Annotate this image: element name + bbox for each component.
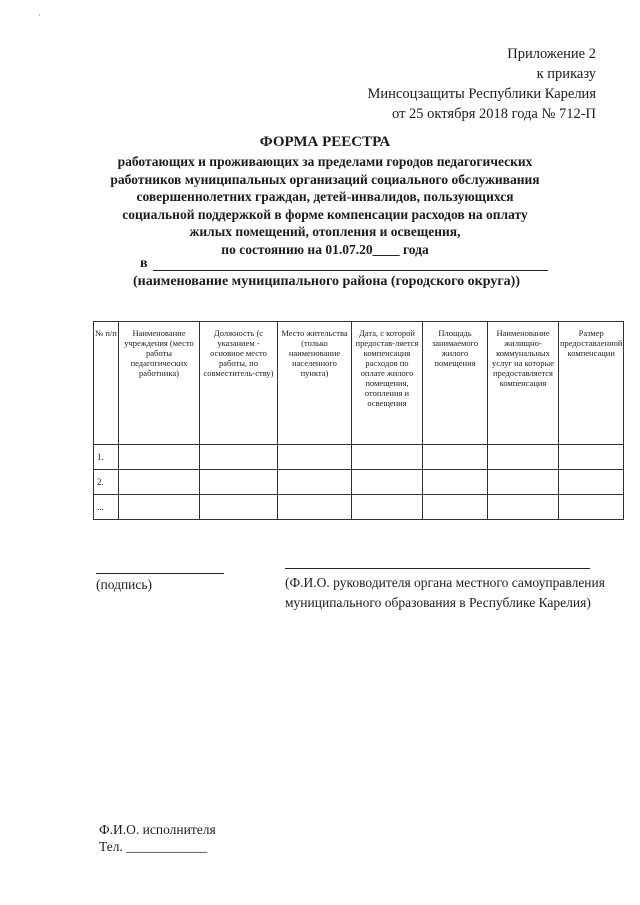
appendix-line-1: Приложение 2 — [507, 46, 596, 62]
table-cell — [119, 495, 200, 520]
table-row — [94, 470, 624, 495]
subtitle-line: совершеннолетних граждан, детей-инвалидов, пользующихся — [136, 189, 514, 204]
appendix-line-4: от 25 октября 2018 года № 712-П — [392, 106, 596, 122]
table-row — [94, 445, 624, 470]
registry-table — [93, 321, 624, 520]
table-cell — [423, 445, 488, 470]
head-name-line — [285, 568, 590, 569]
table-cell — [278, 495, 352, 520]
table-cell — [278, 445, 352, 470]
executor-name-label: Ф.И.О. исполнителя — [99, 822, 216, 837]
table-cell — [559, 470, 624, 495]
table-cell — [119, 445, 200, 470]
appendix-line-3: Минсоцзащиты Республики Карелия — [367, 86, 596, 102]
location-blank-line — [153, 270, 548, 271]
subtitle-line: работников муниципальных организаций социального обслуживания — [110, 171, 540, 187]
subtitle-line: социальной поддержкой в форме компенсации расходов на оплату — [122, 206, 528, 222]
column-header-services: Наименование жилищно-коммунальных услуг на которые предоставляется компенсация — [488, 322, 559, 445]
table-cell — [200, 470, 278, 495]
table-cell — [352, 470, 423, 495]
appendix-line-2: к приказу — [536, 66, 596, 82]
subtitle-line: по состоянию на 01.07.20____ года — [221, 241, 429, 257]
signature-line — [96, 573, 224, 574]
form-title: ФОРМА РЕЕСТРА — [259, 134, 391, 150]
head-name-caption — [285, 573, 605, 613]
column-header-position: Должность (с указанием - основное место работы, по совместитель-ству) — [200, 322, 278, 445]
row-number: 1. — [94, 445, 119, 470]
column-header-number: № п/п — [94, 322, 119, 445]
table-header-row — [94, 322, 624, 445]
table-cell — [119, 470, 200, 495]
executor-phone-label: Тел. ____________ — [99, 839, 208, 854]
column-header-residence: Место жительства (только наименование населенного пункта) — [278, 322, 352, 445]
head-name-caption-line: (Ф.И.О. руководителя органа местного самоуправления — [285, 575, 605, 590]
table-cell — [352, 495, 423, 520]
subtitle-line: работающих и проживающих за пределами городов педагогических — [117, 154, 533, 169]
head-name-caption-line: муниципального образования в Республике Карелия) — [285, 595, 591, 610]
subtitle-line: жилых помещений, отопления и освещения, — [189, 224, 461, 239]
table-cell — [352, 445, 423, 470]
table-cell — [278, 470, 352, 495]
row-number: ... — [94, 495, 119, 520]
table-cell — [559, 445, 624, 470]
column-header-start-date: Дата, с которой предостав-ляется компенсация расходов по оплате жилого помещения, отопления и освещения — [352, 322, 423, 445]
location-prefix: в — [140, 256, 148, 271]
table-cell — [423, 495, 488, 520]
table-cell — [488, 445, 559, 470]
table-cell — [488, 495, 559, 520]
location-caption: (наименование муниципального района (городского округа)) — [133, 274, 521, 289]
column-header-amount: Размер предоставленной компенсации — [559, 322, 624, 445]
table-cell — [559, 495, 624, 520]
executor-block — [99, 821, 216, 855]
signature-caption: (подпись) — [96, 577, 153, 592]
column-header-institution: Наименование учреждения (место работы педагогических работника) — [119, 322, 200, 445]
table-cell — [488, 470, 559, 495]
row-number: 2. — [94, 470, 119, 495]
column-header-area: Площадь занимаемого жилого помещения — [423, 322, 488, 445]
scan-mark: · — [38, 10, 41, 20]
table-cell — [200, 495, 278, 520]
table-cell — [200, 445, 278, 470]
table-row — [94, 495, 624, 520]
form-subtitle — [60, 153, 590, 258]
table-cell — [423, 470, 488, 495]
